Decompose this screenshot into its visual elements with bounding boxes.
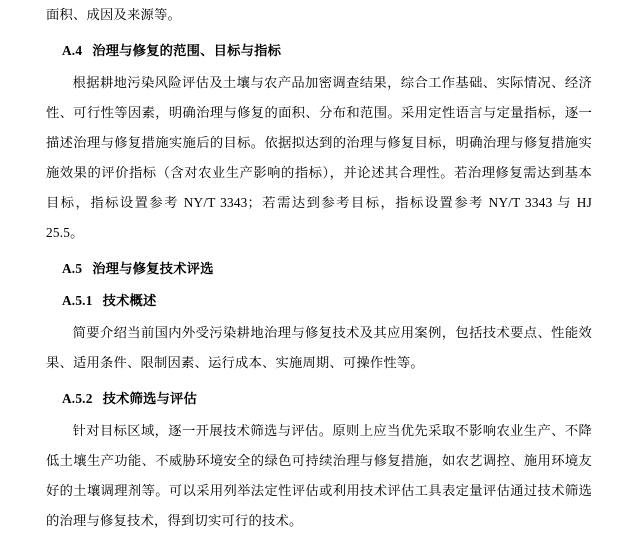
heading-a4-number: A.4 xyxy=(62,43,83,58)
heading-a4 xyxy=(46,36,592,66)
paragraph-continuation: 面积、成因及来源等。 xyxy=(46,7,181,22)
heading-a4-title: 治理与修复的范围、目标与指标 xyxy=(92,43,282,58)
paragraph-a4-body: 根据耕地污染风险评估及土壤与农产品加密调查结果，综合工作基础、实际情况、经济性、可行性等因素，明确治理与修复的面积、分布和范围。采用定性语言与定量指标，逐一描述治理与修复措施实施后的目标。依据拟达到的治理与修复目标，明确治理与修复措施实施效果的评价指标（含对农业生产影响的指标），并论述其合理性。若治理修复需达到基本目标，指标设置参考 NY/T 3343；若需达到参考目标，指标设置参考 NY/T 3343 与 HJ 25.5。 xyxy=(46,75,592,240)
heading-a51 xyxy=(46,286,592,316)
heading-a5-title: 治理与修复技术评选 xyxy=(92,261,214,276)
paragraph-a51-body: 简要介绍当前国内外受污染耕地治理与修复技术及其应用案例，包括技术要点、性能效果、适用条件、限制因素、运行成本、实施周期、可操作性等。 xyxy=(46,325,592,370)
heading-a52-title: 技术筛选与评估 xyxy=(102,391,198,406)
heading-a5-number: A.5 xyxy=(62,261,83,276)
heading-a5 xyxy=(46,254,592,284)
heading-a51-title: 技术概述 xyxy=(102,293,157,308)
heading-a52 xyxy=(46,384,592,414)
heading-a51-number: A.5.1 xyxy=(62,293,93,308)
heading-a52-number: A.5.2 xyxy=(62,391,93,406)
paragraph-a52-body: 针对目标区域，逐一开展技术筛选与评估。原则上应当优先采取不影响农业生产、不降低土壤生产功能、不威胁环境安全的绿色可持续治理与修复措施，如农艺调控、施用环境友好的土壤调理剂等。可以采用列举法定性评估或利用技术评估工具表定量评估通过技术筛选的治理与修复技术，得到切实可行的技术。 xyxy=(46,423,592,528)
